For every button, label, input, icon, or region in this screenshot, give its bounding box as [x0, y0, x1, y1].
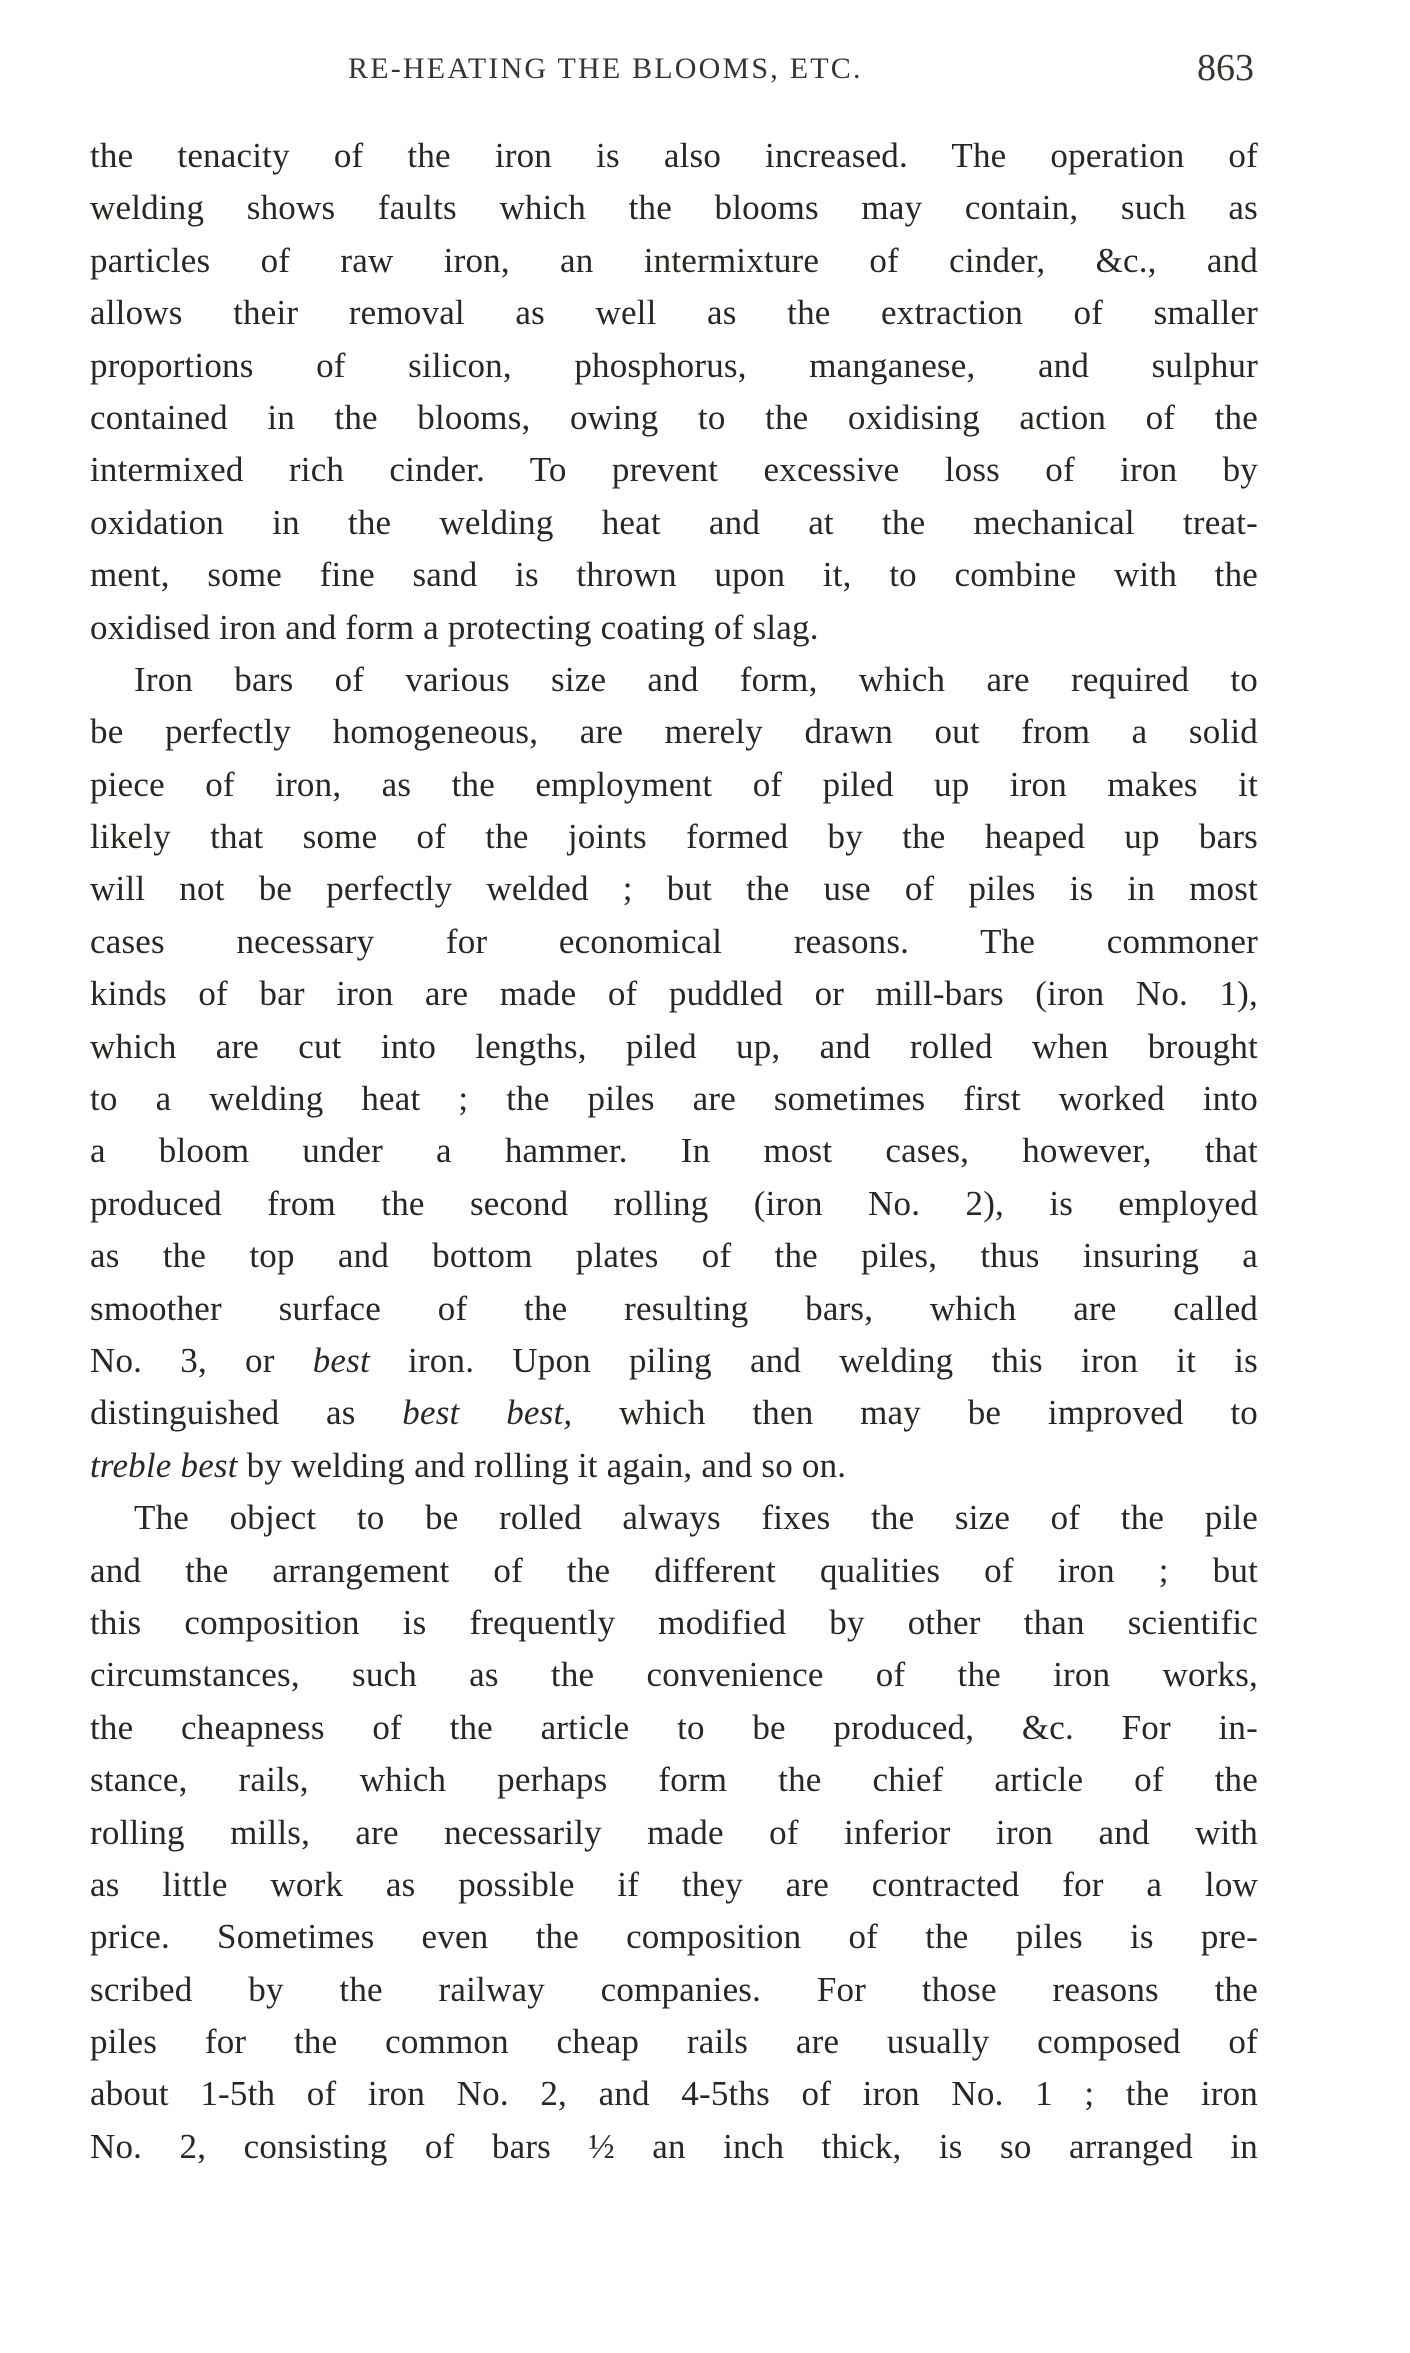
paragraph-start-line: Iron bars of various size and form, which are required to	[134, 659, 1258, 699]
text-line	[90, 1335, 1258, 1387]
text-line: produced from the second rolling (iron No. 2), is employed	[90, 1183, 1258, 1223]
text-line: piles for the common cheap rails are usually composed of	[90, 2022, 1258, 2062]
text-line: No. 2, consisting of bars ½ an inch thick, is so arranged in	[90, 2126, 1258, 2166]
text-line: as little work as possible if they are contracted for a low	[90, 1864, 1258, 1904]
text-line: to a welding heat ; the piles are sometimes first worked into	[90, 1079, 1258, 1119]
text-line: allows their removal as well as the extraction of smaller	[90, 293, 1258, 333]
text-run: distinguished as	[90, 1393, 403, 1433]
text-line: scribed by the railway companies. For those reasons the	[90, 1969, 1258, 2009]
paragraph-start-line: The object to be rolled always fixes the size of the pile	[134, 1498, 1258, 1538]
text-line: circumstances, such as the convenience of the iron works,	[90, 1655, 1258, 1695]
text-line: be perfectly homogeneous, are merely drawn out from a solid	[90, 712, 1258, 752]
text-line: as the top and bottom plates of the piles, thus insuring a	[90, 1236, 1258, 1276]
text-line: the tenacity of the iron is also increased. The operation of	[90, 136, 1258, 175]
text-line: stance, rails, which perhaps form the chief article of the	[90, 1760, 1258, 1800]
running-header	[348, 46, 1254, 96]
text-line: will not be perfectly welded ; but the use of piles is in most	[90, 869, 1258, 909]
text-line: particles of raw iron, an intermixture of cinder, &c., and	[90, 240, 1258, 280]
text-line: which are cut into lengths, piled up, and rolled when brought	[90, 1026, 1258, 1066]
italic-term: best best,	[402, 1393, 573, 1433]
page-number: 863	[1197, 47, 1254, 89]
text-line: a bloom under a hammer. In most cases, however, that	[90, 1131, 1258, 1171]
text-line: this composition is frequently modified by other than scientific	[90, 1602, 1258, 1642]
text-run: No. 3, or	[90, 1340, 313, 1380]
text-line: kinds of bar iron are made of puddled or mill-bars (iron No. 1),	[90, 974, 1258, 1014]
text-run: by welding and rolling it again, and so on.	[237, 1445, 847, 1485]
text-line: proportions of silicon, phosphorus, manganese, and sulphur	[90, 345, 1258, 385]
text-line: the cheapness of the article to be produced, &c. For in-	[90, 1707, 1258, 1747]
text-line	[90, 1440, 1258, 1492]
text-line: likely that some of the joints formed by the heaped up bars	[90, 817, 1258, 857]
running-head-title: RE-HEATING THE BLOOMS, ETC.	[348, 52, 863, 85]
text-line: ment, some fine sand is thrown upon it, to combine with the	[90, 555, 1258, 595]
text-line: welding shows faults which the blooms may contain, such as	[90, 188, 1258, 228]
text-run: iron. Upon piling and welding this iron it is	[369, 1340, 1258, 1380]
text-run: which then may be improved to	[572, 1393, 1258, 1433]
text-line: oxidised iron and form a protecting coating of slag.	[90, 607, 819, 647]
text-line: contained in the blooms, owing to the oxidising action of the	[90, 397, 1258, 437]
text-line: rolling mills, are necessarily made of inferior iron and with	[90, 1812, 1258, 1852]
text-line: about 1-5th of iron No. 2, and 4-5ths of iron No. 1 ; the iron	[90, 2074, 1258, 2114]
text-line: piece of iron, as the employment of piled up iron makes it	[90, 764, 1258, 804]
italic-term: treble best	[90, 1445, 238, 1485]
text-line: price. Sometimes even the composition of the piles is pre-	[90, 1917, 1258, 1957]
text-line: oxidation in the welding heat and at the mechanical treat-	[90, 502, 1258, 542]
text-line: intermixed rich cinder. To prevent excessive loss of iron by	[90, 450, 1258, 490]
italic-term: best	[312, 1340, 370, 1380]
text-line: cases necessary for economical reasons. The commoner	[90, 921, 1258, 961]
text-line	[90, 1387, 1258, 1439]
body-text	[90, 130, 1258, 2173]
text-line: and the arrangement of the different qualities of iron ; but	[90, 1550, 1258, 1590]
text-line: smoother surface of the resulting bars, which are called	[90, 1288, 1258, 1328]
